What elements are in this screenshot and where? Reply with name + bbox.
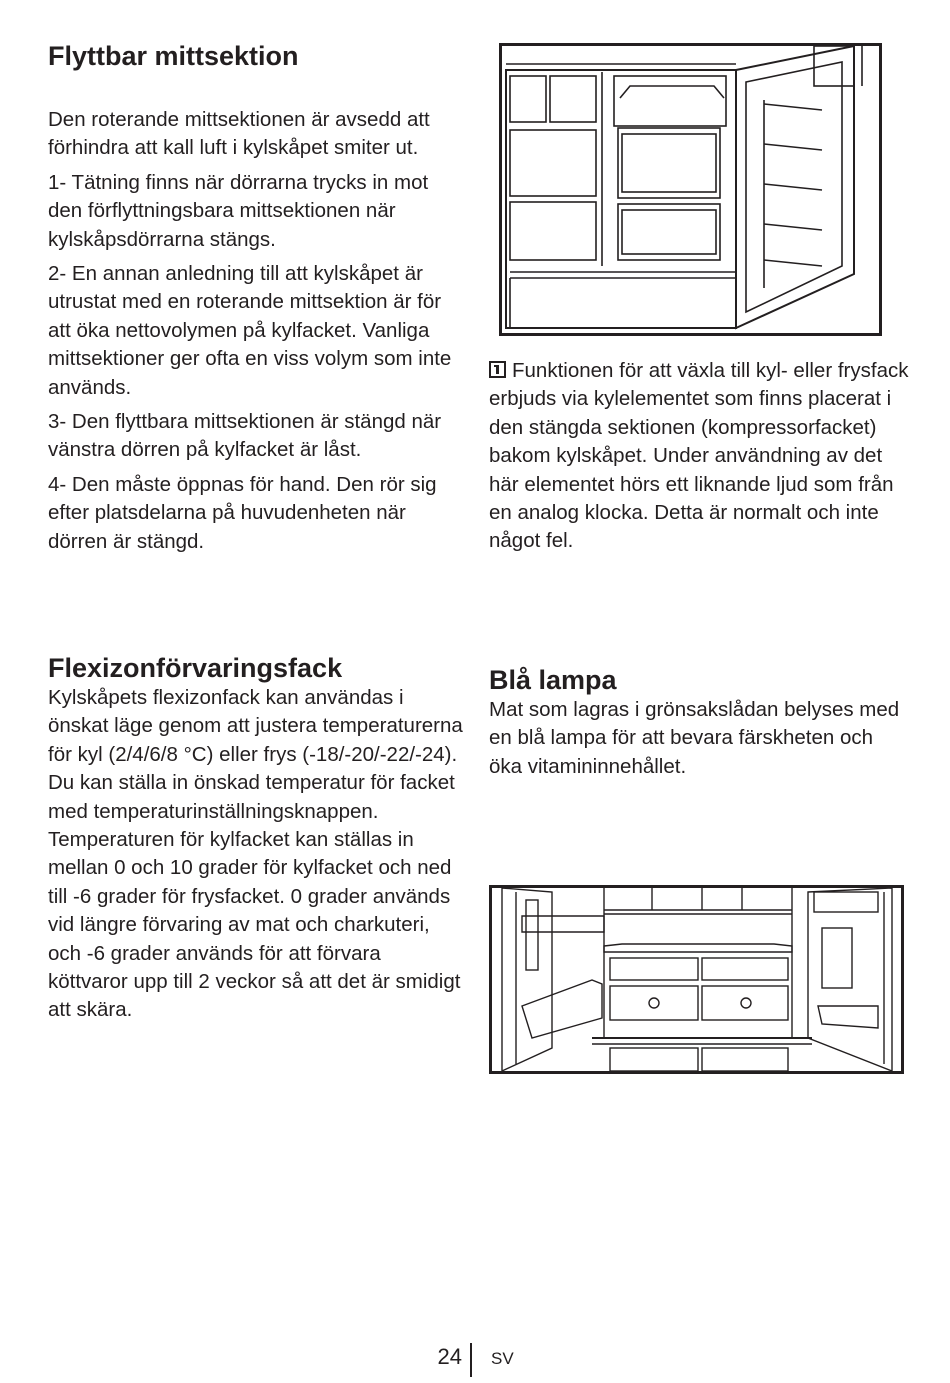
info-note-text: Funktionen för att växla till kyl- eller frysfack erbjuds via kylelementet som finns placerat i den stängda sektionen (kompressorfacket) bakom kylskåpet. Under användning av det här elementet hörs ett liknande ljud som från en analog klocka. Detta är normalt och inte något fel.	[489, 359, 909, 553]
section-title: Flexizonförvaringsfack	[48, 653, 343, 683]
section-title: Blå lampa	[489, 665, 617, 695]
page-number: 24	[437, 1344, 462, 1369]
page-footer	[0, 1343, 950, 1373]
section-bla-lampa	[489, 664, 909, 781]
info-icon	[489, 361, 506, 378]
language-code: SV	[491, 1349, 514, 1368]
paragraph: Mat som lagras i grönsakslådan belyses med en blå lampa för att bevara färskheten och öka vitamininnehållet.	[489, 698, 900, 778]
paragraph: Kylskåpets flexizonfack kan användas i önskat läge genom att justera temperaturerna för kyl (2/4/6/8 °C) eller frys (-18/-20/-22/-24). Du kan ställa in önskad temperatur för facket med temperaturinställningsknappen. Temperaturen för kylfacket kan ställas in mellan 0 och 10 grader för kylfacket och ned till -6 grader för frysfacket. 0 grader används vid längre förvaring av mat och charkuteri, och -6 grader används för att förvara köttvaror upp till 2 veckor så att det är smidigt att skära.	[48, 686, 463, 1022]
paragraph: 4- Den måste öppnas för hand. Den rör sig efter platsdelarna på huvudenheten när dörren är stängd.	[48, 472, 437, 553]
fridge-interior-illustration	[489, 885, 904, 1074]
paragraph: 1- Tätning finns när dörrarna trycks in mot den förflyttningsbara mittsektionen när kylskåpsdörrarna stängs.	[48, 170, 429, 251]
footer-divider	[470, 1343, 472, 1377]
fridge-middle-section-illustration	[499, 43, 882, 336]
paragraph: 3- Den flyttbara mittsektionen är stängd när vänstra dörren på kylfacket är låst.	[48, 410, 442, 462]
section-flexizon	[48, 652, 466, 1025]
section-title: Flyttbar mittsektion	[48, 41, 299, 71]
section-mittsektion	[48, 40, 466, 556]
info-note	[489, 357, 909, 556]
paragraph: 2- En annan anledning till att kylskåpet är utrustat med en roterande mittsektion är för att öka nettovolymen på kylfacket. Vanliga mittsektioner ger ofta en viss volym som inte används.	[48, 262, 452, 399]
paragraph: Den roterande mittsektionen är avsedd att förhindra att kall luft i kylskåpet smiter ut.	[48, 108, 430, 160]
